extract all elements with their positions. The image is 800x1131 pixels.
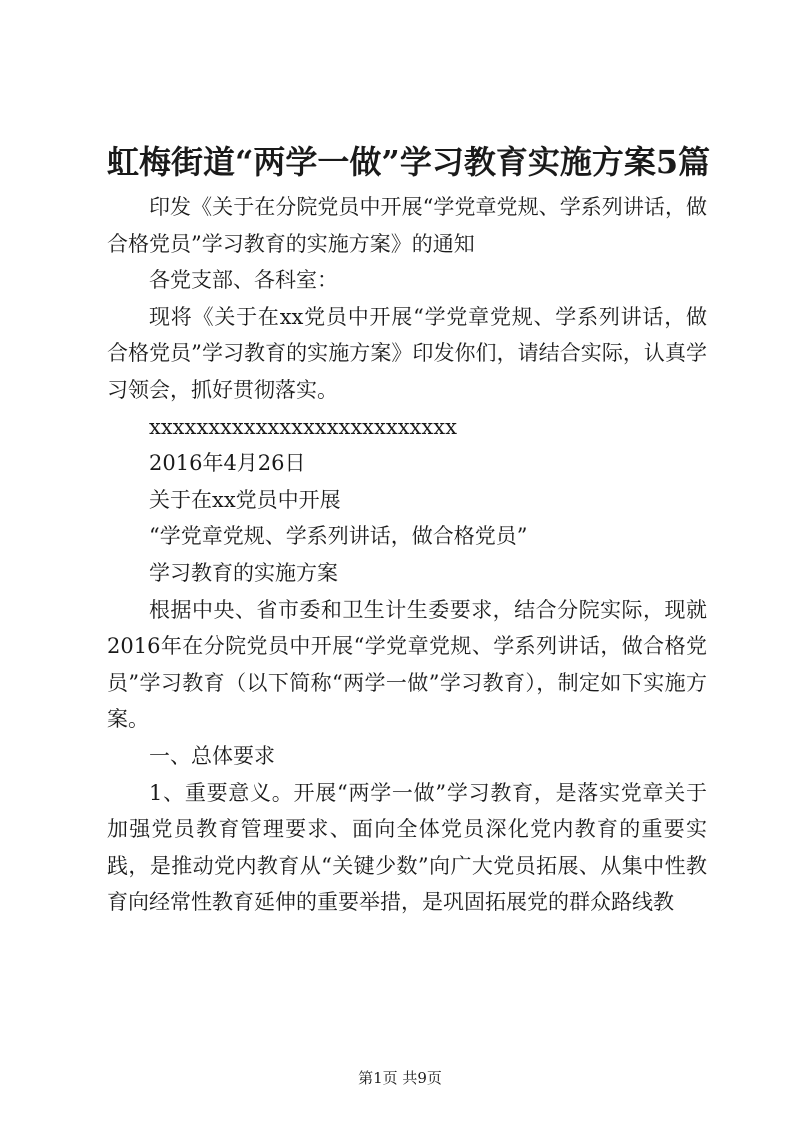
document-body [107, 189, 707, 921]
paragraph-issuer: xxxxxxxxxxxxxxxxxxxxxxxxxx [149, 414, 457, 439]
paragraph-section-heading: 一、总体要求 [149, 743, 275, 768]
document-title: 虹梅街道“两学一做”学习教育实施方案5篇 [107, 143, 711, 181]
paragraph-date: 2016年4月26日 [149, 451, 306, 476]
paragraph-plan-title-2: “学党章党规、学系列讲话，做合格党员” [149, 524, 528, 549]
paragraph-intro: 根据中央、省市委和卫生计生委要求，结合分院实际，现就2016年在分院党员中开展“学党章党规、学系列讲话，做合格党员”学习教育（以下简称“两学一做”学习教育），制定如下实施方案。 [107, 597, 707, 732]
paragraph-significance: 1、重要意义。开展“两学一做”学习教育，是落实党章关于加强党员教育管理要求、面向全体党员深化党内教育的重要实践，是推动党内教育从“关键少数”向广大党员拓展、从集中性教育向经常性教育延伸的重要举措，是巩固拓展党的群众路线教 [107, 780, 707, 915]
paragraph-addressee: 各党支部、各科室： [149, 268, 338, 293]
paragraph-plan-title-3: 学习教育的实施方案 [149, 560, 338, 585]
page-footer: 第1页 共9页 [358, 1069, 442, 1087]
paragraph-plan-title-1: 关于在xx党员中开展 [149, 487, 341, 512]
paragraph-notice-body: 现将《关于在xx党员中开展“学党章党规、学系列讲话，做合格党员”学习教育的实施方案》印发你们，请结合实际，认真学习领会，抓好贯彻落实。 [107, 304, 707, 402]
paragraph-notice-title: 印发《关于在分院党员中开展“学党章党规、学系列讲话，做合格党员”学习教育的实施方案》的通知 [107, 195, 707, 256]
